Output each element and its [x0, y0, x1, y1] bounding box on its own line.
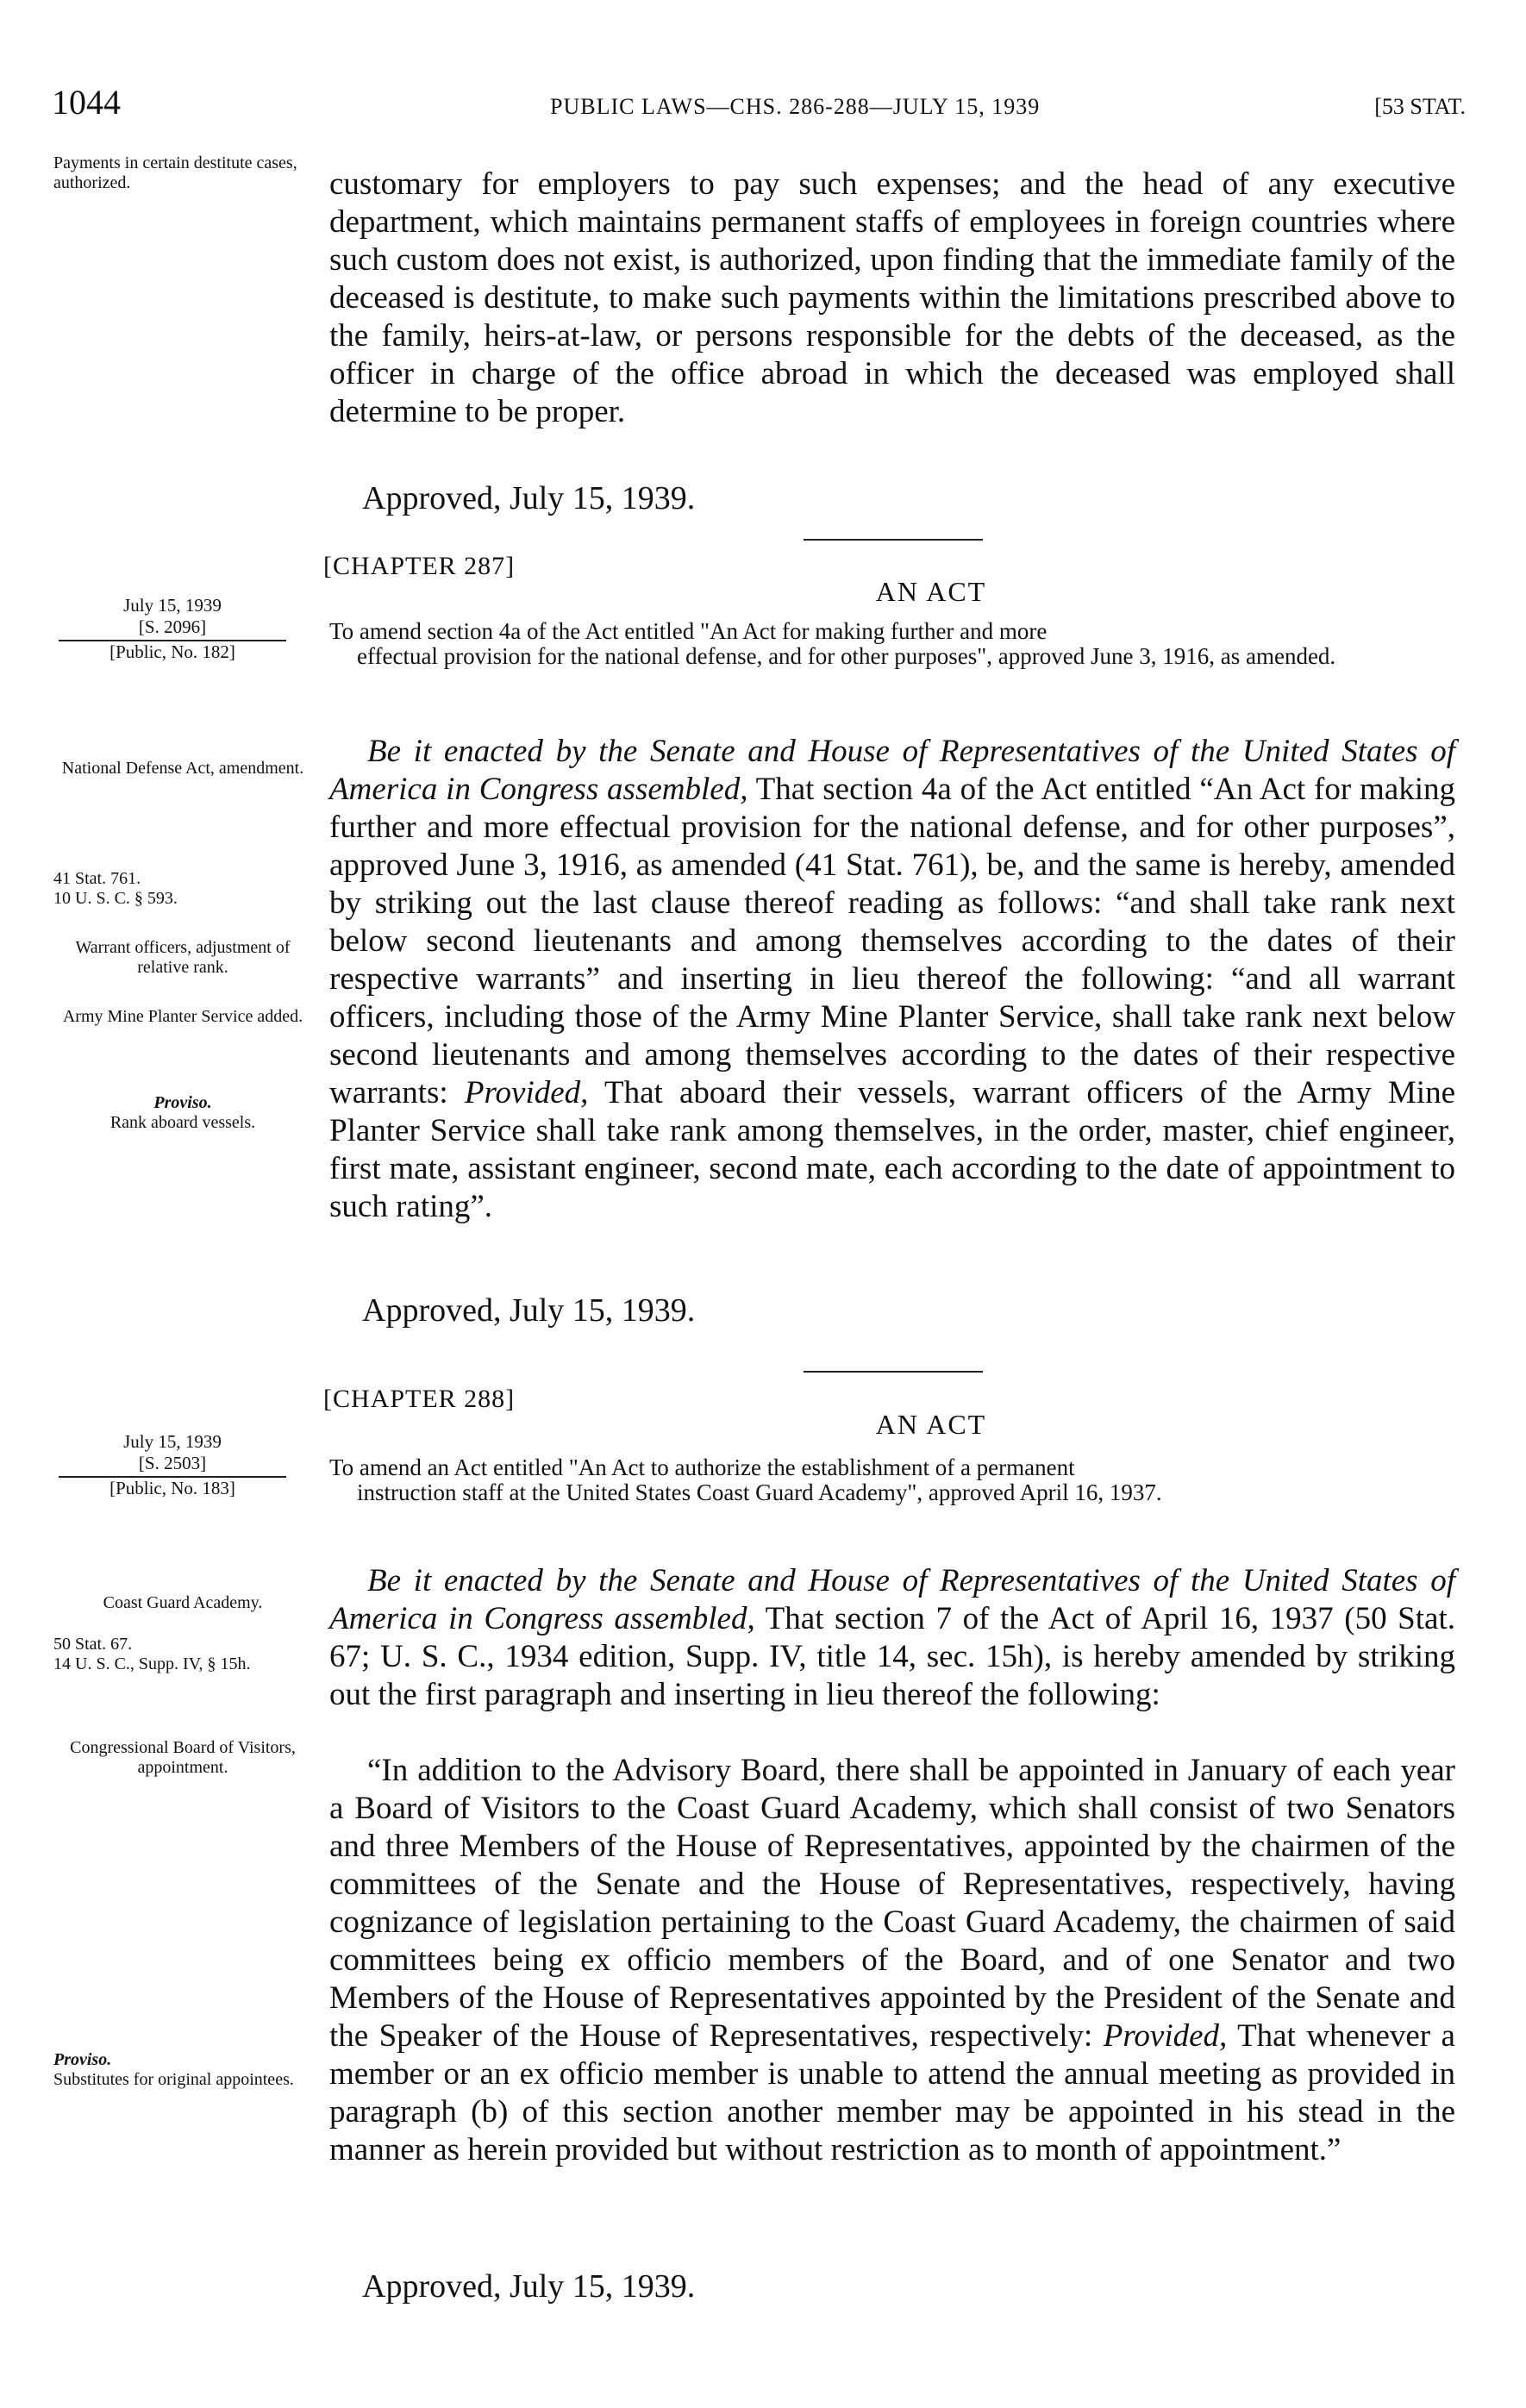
ch288-approved: Approved, July 15, 1939. [362, 2268, 696, 2305]
ch287-body-text: That section 4a of the Act entitled “An Act for making further and more effectual provision for the national defense, and for other purposes”, approved June 3, 1916, as amended (41 Stat. 761), be, and the same is hereby, amended by striking out the last clause thereof reading as follows: “and shall take rank next below second lieutenants and among themselves according to the dates of their respective warrants” and inserting in lieu thereof the following: “and all warrant officers, including those of the Army Mine Planter Service, shall take rank next below second lieutenants and among themselves according to the dates of their respective warrants: [329, 772, 1455, 1110]
ch288-note-citation [53, 1635, 312, 1674]
ch287-note-rank: Rank aboard vessels. [109, 1113, 256, 1132]
ch288-note-stat: 50 Stat. 67. [53, 1635, 133, 1654]
ch288-date: July 15, 1939 [123, 1431, 222, 1452]
ch287-note-national-defense: National Defense Act, amendment. [61, 759, 304, 778]
ch287-bill-number: [S. 2096] [138, 616, 207, 637]
ch288-bill-number: [S. 2503] [138, 1453, 207, 1473]
ch288-title [329, 1455, 1455, 1505]
ch288-chapter-heading: [CHAPTER 288] [323, 1385, 516, 1413]
ch287-approved: Approved, July 15, 1939. [362, 1292, 696, 1329]
ch287-date: July 15, 1939 [123, 595, 222, 616]
ch288-note-coast-guard: Coast Guard Academy. [103, 1593, 263, 1612]
ch287-body-text-2: That aboard their vessels, warrant officers of the Army Mine Planter Service shall take rank among themselves, in the order, master, chief engineer, first mate, assistant engineer, second mate, each according to the date of appointment to such rating”. [329, 1075, 1455, 1224]
ch288-body-text: That section 7 of the Act of April 16, 1937 (50 Stat. 67; U. S. C., 1934 edition, Supp. IV, title 14, sec. 15h), is hereby amended by striking out the first paragraph and inserting in lieu thereof the following: [329, 1601, 1455, 1712]
ch287-note-citation [53, 869, 312, 909]
ch287-provided: Provided, [464, 1075, 589, 1110]
page-number: 1044 [52, 83, 121, 122]
ch287-note-proviso-label: Proviso. [153, 1093, 212, 1112]
ch287-note-proviso [53, 1093, 312, 1133]
ch287-title-first: To amend section 4a of the Act entitled "An Act for making further and more [329, 618, 1048, 644]
ch288-title-rest: instruction staff at the United States Coast Guard Academy", approved April 16, 1937. [357, 1479, 1162, 1505]
ch287-title [329, 619, 1455, 669]
running-header [52, 82, 1466, 134]
ch287-title-rest: effectual provision for the national defense, and for other purposes", approved June 3, 1916, as amended. [357, 643, 1336, 669]
ch288-title-first: To amend an Act entitled "An Act to authorize the establishment of a permanent [329, 1454, 1075, 1480]
ch288-an-act: AN ACT [875, 1409, 987, 1440]
ch287-note-mine-planter: Army Mine Planter Service added. [62, 1007, 303, 1026]
ch287-note-usc: 10 U. S. C. § 593. [53, 889, 178, 908]
ch287-an-act: AN ACT [875, 576, 987, 607]
ch288-note-usc: 14 U. S. C., Supp. IV, § 15h. [53, 1654, 251, 1673]
running-head-title: PUBLIC LAWS—CHS. 286-288—JULY 15, 1939 [550, 94, 1041, 119]
ch288-body [329, 1562, 1455, 1714]
ch288-note-proviso-label: Proviso. [53, 2050, 112, 2069]
ch287-enacting-clause: Be it enacted by the Senate and House of Representatives of the United States of America in Congress assembled, [329, 734, 1455, 807]
ch288-body-text-3: That whenever a member or an ex officio member is unable to attend the annual meeting as provided in paragraph (b) of this section another member may be appointed in his stead in the manner as herein provided but without restriction as to month of appointment.” [329, 2018, 1455, 2167]
ch288-public-number: [Public, No. 183] [109, 1478, 235, 1498]
ch287-body [329, 733, 1455, 1226]
ch288-bill-box [52, 1431, 293, 1499]
ch288-body-text-2: “In addition to the Advisory Board, there shall be appointed in January of each year a Board of Visitors to the Coast Guard Academy, which shall consist of two Senators and three Members of the House of Representatives, appointed by the chairmen of the committees of the Senate and the House of Representatives, respectively, having cognizance of legislation pertaining to the Coast Guard Academy, the chairmen of said committees being ex officio members of the Board, and of one Senator and two Members of the House of Representatives appointed by the President of the Senate and the Speaker of the House of Representatives, respectively: [329, 1753, 1455, 2054]
margin-note-payments: Payments in certain destitute cases, authorized. [53, 153, 297, 192]
section-divider-2 [804, 1371, 983, 1373]
ch288-provided: Provided, [1103, 2018, 1228, 2054]
section-divider [804, 539, 983, 541]
ch288-quoted-section [329, 1752, 1455, 2169]
ch287-public-number: [Public, No. 182] [109, 641, 235, 662]
ch287-note-warrant: Warrant officers, adjustment of relative rank. [75, 938, 291, 977]
ch286-approved: Approved, July 15, 1939. [362, 480, 696, 516]
ch288-enacting-clause: Be it enacted by the Senate and House of Representatives of the United States of America in Congress assembled, [329, 1563, 1455, 1636]
ch287-chapter-heading: [CHAPTER 287] [323, 552, 516, 580]
ch288-note-substitutes: Substitutes for original appointees. [53, 2070, 294, 2089]
ch287-note-stat: 41 Stat. 761. [53, 869, 141, 888]
ch287-bill-box [52, 595, 293, 663]
ch288-note-proviso [53, 2050, 312, 2090]
volume-reference: [53 STAT. [1374, 94, 1466, 119]
ch286-body-text: customary for employers to pay such expenses; and the head of any executive department, which maintains permanent staffs of employees in foreign countries where such custom does not exist, is authorized, upon finding that the immediate family of the deceased is destitute, to make such payments within the limitations prescribed above to the family, heirs-at-law, or persons responsible for the debts of the deceased, as the officer in charge of the office abroad in which the deceased was employed shall determine to be proper. [329, 166, 1455, 429]
ch288-note-board: Congressional Board of Visitors, appointment. [70, 1738, 296, 1777]
